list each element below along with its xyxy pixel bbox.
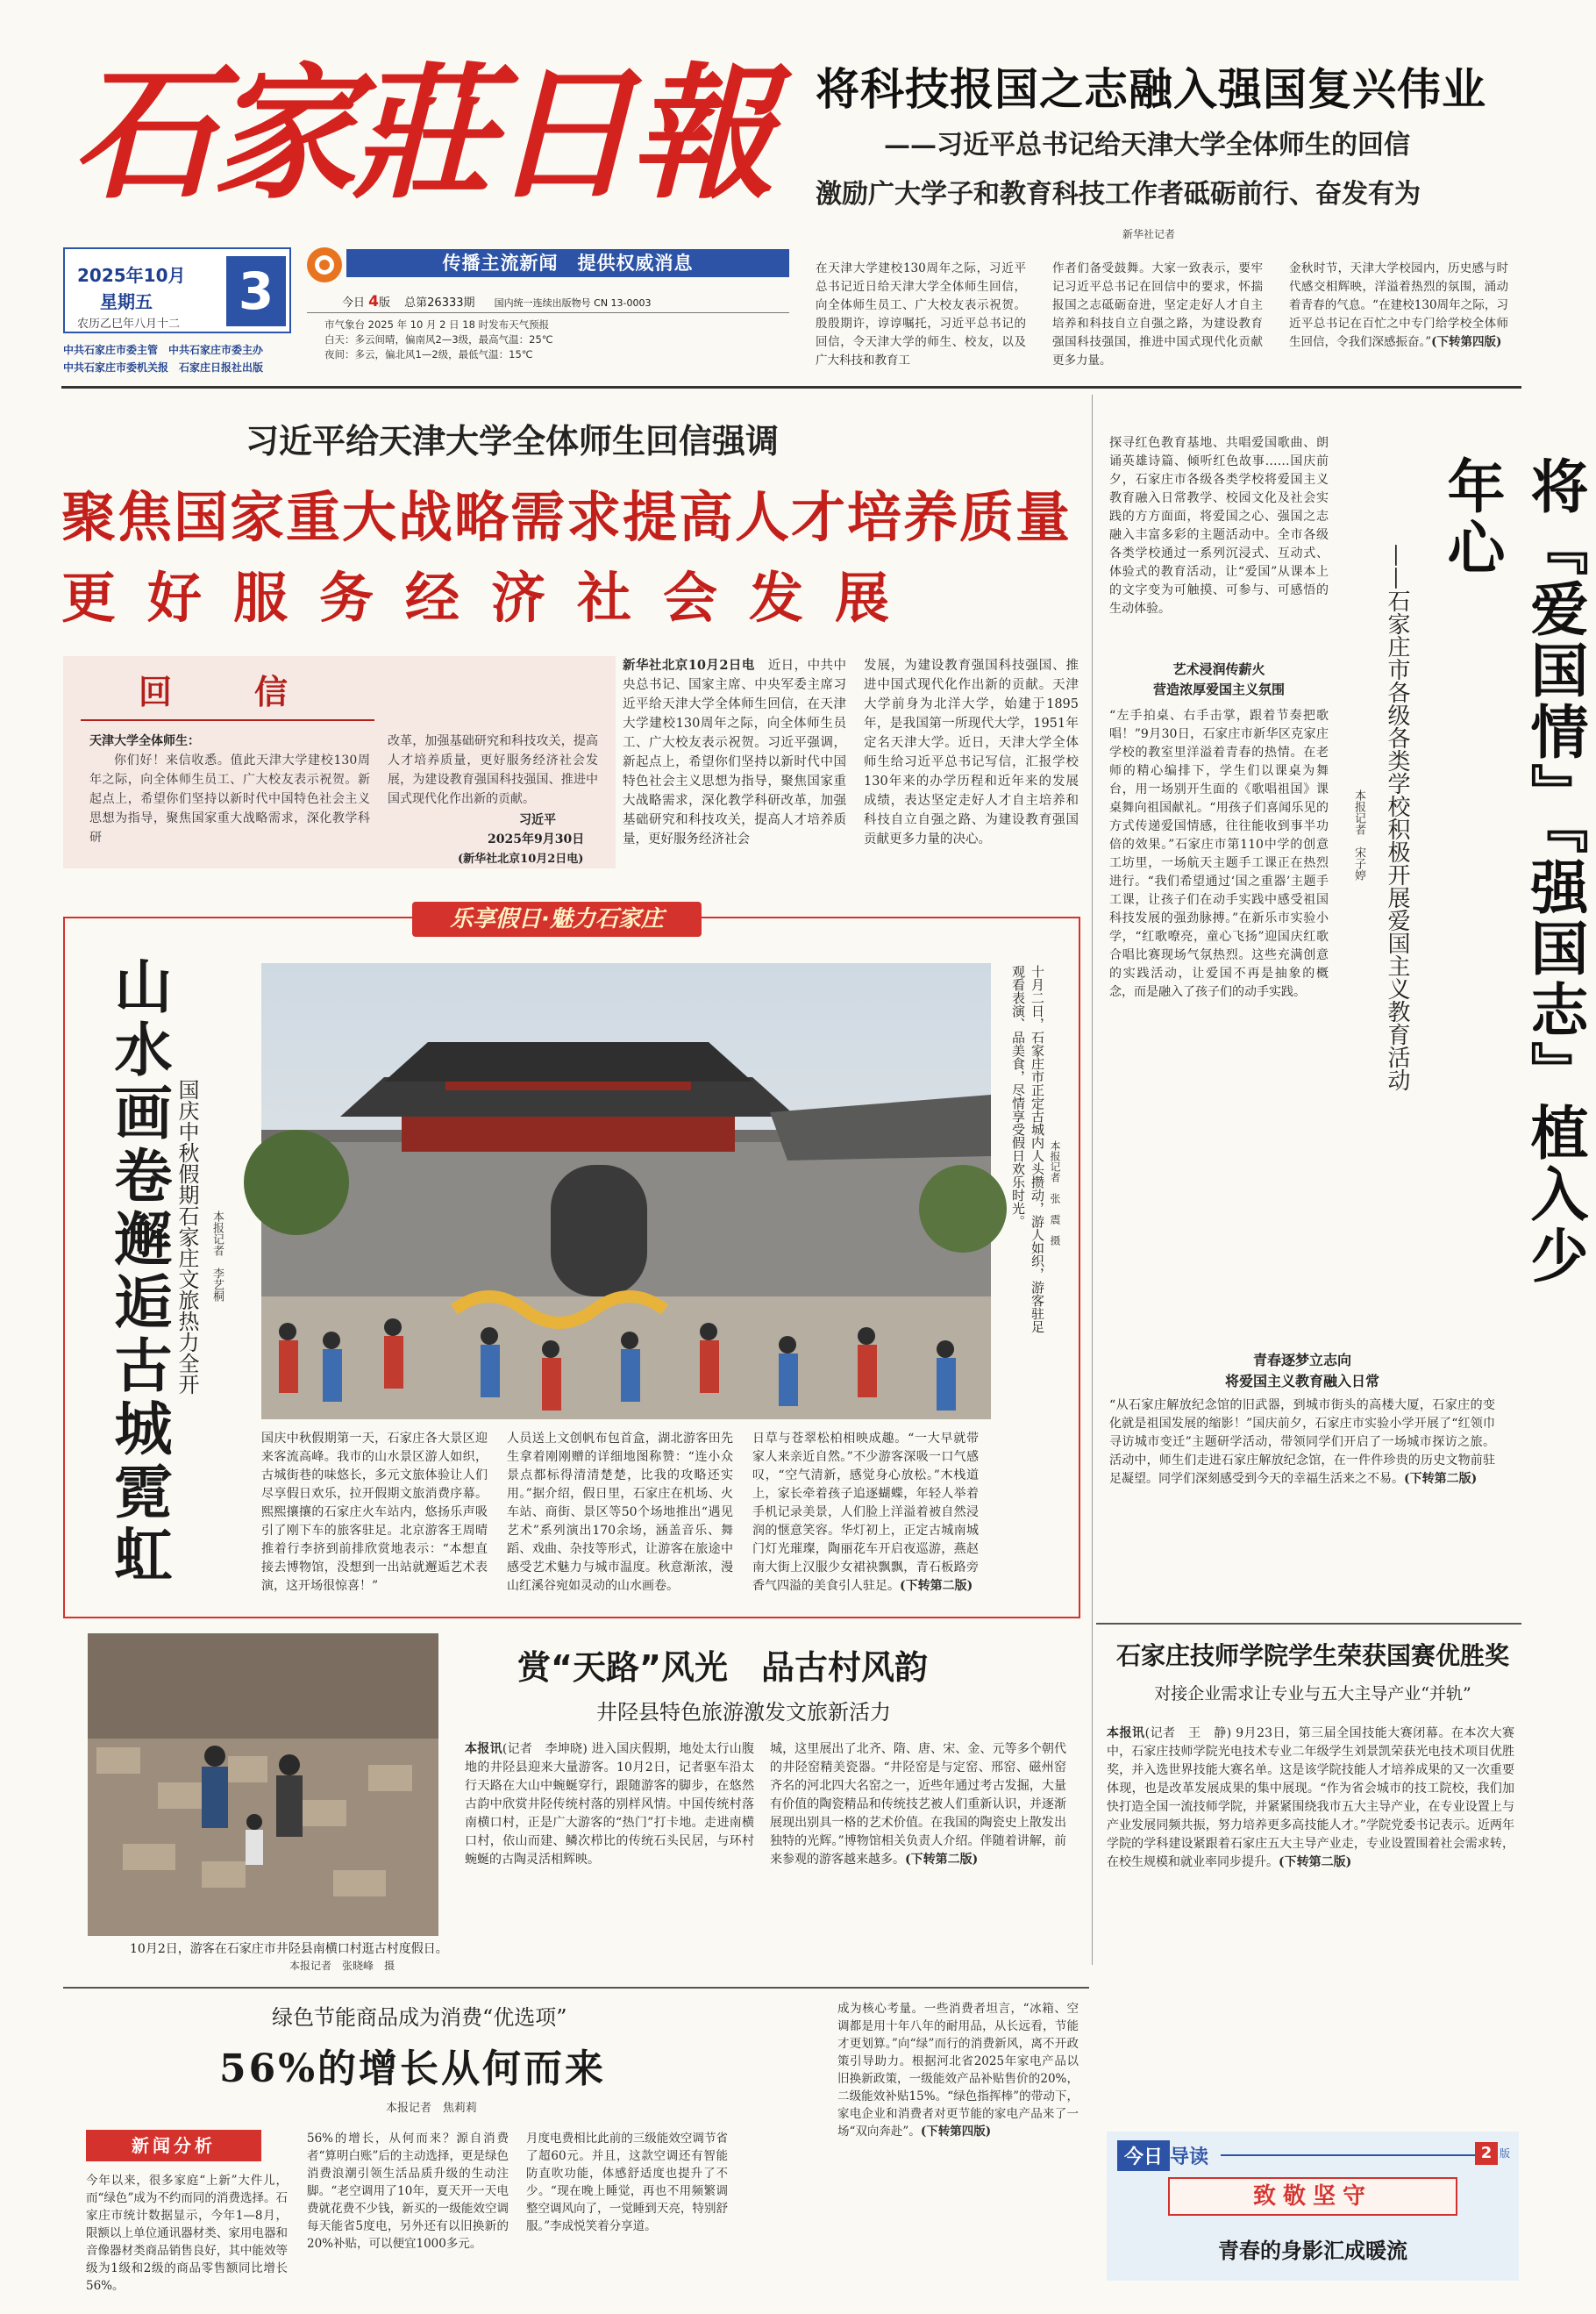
letter-title: 回 信: [138, 672, 312, 711]
main-kicker: 习近平给天津大学全体师生回信强调: [246, 421, 780, 461]
right-sec1-title-1: 艺术浸润传薪火: [1172, 661, 1265, 677]
guide-label: 导读: [1170, 2146, 1209, 2168]
date-year-month: 2025年10月: [77, 265, 186, 286]
award-body: 本报讯(记者 王 静) 9月23日，第三届全国技能大赛闭幕。在本次大赛中，石家庄技师学院光电技术专业二年级学生刘景凯荣获光电技术项目优胜奖，并入选世界技能大赛名单。这是该学院技能人才培养成果的又一次重要体现，也是改革发展成果的集中展现。“作为省会城市的技工院校，我们加快打造全国一流技师学院，并紧紧围绕我市五大主导产业，在专业设置上与产业发展同频共振，努力培养更多高技能人才。”学院党委书记表示。近两年学院的学科建设紧跟着石家庄五大主导产业走，专业设置围着社会需求转，在校生规模和就业率同步提升。(下转第二版): [1107, 1726, 1514, 1869]
main-article-col-2: 发展，为建设教育强国科技强国、推进中国式现代化作出新的贡献。天津大学前身为北洋大学，始建于1895年，是我国第一所现代大学，1951年定名天津大学。近日，天津大学全体师生给习近平总书记写信，汇报学校130年来的办学历程和近年来的发展成绩，表达坚定走好人才自主培养和科技自立自强之路、为建设教育强国贡献更多力量的决心。: [864, 659, 1079, 846]
holiday-byline: 本报记者 李艺桐: [210, 1211, 224, 1302]
issue-info: 今日 4版 总第26333期 国内统一连续出版物号 CN 13-0003: [342, 293, 652, 311]
lead-byline: 新华社记者: [1122, 228, 1176, 240]
newspaper-emblem-icon: [307, 247, 342, 282]
main-headline-1: 聚焦国家重大战略需求提高人才培养质量: [61, 485, 1072, 549]
sponsors-line1: 中共石家庄市委主管 中共石家庄市委主办: [63, 344, 264, 356]
letter-box: [63, 656, 616, 868]
letter-body-2: 改革，加强基础研究和科技攻关，提高人才培养质量，更好服务经济社会发展，为建设教育强国科技强国、推进中国式现代化作出新的贡献。: [388, 734, 598, 806]
holiday-photo-ancient-city: [261, 963, 991, 1419]
award-subhead: 对接企业需求让专业与五大主导产业“并轨”: [1154, 1684, 1471, 1703]
guide-article-title[interactable]: 青春的身影汇成暖流: [1218, 2239, 1407, 2263]
energy-col-3: 月度电费相比此前的三级能效空调节省了超60元。并且，这款空调还有智能防直吹功能，体感舒适度也提升了不少。“现在晚上睡觉，再也不用频繁调整空调风向了，一觉睡到天亮，特别舒服。”李成悦笑着分享道。: [526, 2132, 728, 2233]
weather-forecast: 市气象台 2025 年 10 月 2 日 18 时发布天气预报 白天：多云间晴，偏南风2—3级，最高气温：25℃ 夜间：多云，偏北风1—2级，最低气温：15℃: [324, 318, 553, 361]
village-col-2: 城，这里展出了北齐、隋、唐、宋、金、元等多个朝代的井陉窑精美瓷器。“井陉窑是与定窑、邢窑、磁州窑齐名的河北四大名窑之一，近些年通过考古发掘，大量有价值的陶瓷精品和传统技艺被人们重新认识，并逐渐展现出别具一格的艺术价值。在我国的陶瓷史上散发出独特的光辉。”博物馆相关负责人介绍。伴随着讲解，前来参观的游客越来越多。(下转第二版): [770, 1742, 1066, 1867]
energy-col-2: 56%的增长，从何而来？源自消费者“算明白账”后的主动选择，更是绿色消费浪潮引领生活品质升级的生动注脚。“老空调用了10年，夏天开一天电费就花费不少钱，新买的一级能效空调每天能省5度电，另外还有以旧换新的20%补贴，可以便宜1000多元。: [307, 2132, 509, 2251]
village-photo-credit: 本报记者 张晓峰 摄: [289, 1960, 395, 1972]
weekday: 星期五: [100, 291, 153, 312]
village-headline: 赏“天路”风光 品古村风韵: [517, 1648, 928, 1687]
lead-column-2: 作者们备受鼓舞。大家一致表示，要牢记习近平总书记在回信中的要求，怀揣报国之志砥砺奋进，坚定走好人才自主培养和科技自立自强之路，为建设教育强国科技强国，推进中国式现代化贡献更多力量。: [1052, 261, 1263, 368]
letter-date: 2025年9月30日: [488, 832, 585, 846]
village-photo: [88, 1633, 438, 1936]
holiday-banner: 乐享假日·魅力石家庄: [412, 902, 702, 937]
energy-col-4: 成为核心考量。一些消费者坦言，“冰箱、空调都是用十年八年的耐用品，从长远看，节能才更划算。”向“绿”而行的消费新风，离不开政策引导助力。根据河北省2025年家电产品以旧换新政策，一级能效产品补贴售价的20%，二级能效补贴15%。“绿色指挥棒”的带动下，家电企业和消费者对更节能的家电产品来了一场“双向奔赴”。(下转第四版): [837, 2002, 1079, 2139]
right-sec2-title-2: 将爱国主义教育融入日常: [1224, 1373, 1379, 1389]
news-analysis-tag: 新闻分析: [86, 2130, 261, 2161]
right-sec1-body: “左手拍桌、右手击掌，跟着节奏把歌唱！”9月30日，石家庄市新华区克家庄学校的教室里洋溢着青春的热情。在老师的精心编排下，学生们以课桌为舞台，用一场别开生面的《歌唱祖国》课桌舞向祖国献礼。“用孩子们喜闻乐见的方式传递爱国情感，往往能收到事半功倍的效果。”石家庄市第110中学的创意工坊里，一场航天主题手工课正在热烈进行。“我们希望通过‘国之重器’主题手工课，让孩子们在动手实践中感受祖国科技发展的强劲脉搏。”在新乐市实验小学，“红歌嘹亮，童心飞扬”迎国庆红歌合唱比赛现场气氛热烈。这些充满创意的实践活动，让爱国不再是抽象的概念，而是融入了孩子们的动手实践。: [1109, 709, 1329, 999]
holiday-col-2: 人员送上文创帆布包首盒，湖北游客田先生拿着刚刚赠的详细地图称赞：“连小众景点都标得清清楚楚，比我的攻略还实用。”据介绍，假日里，石家庄在机场、火车站、商街、景区等50个场地推出“遇见艺术”系列演出170余场，涵盖音乐、舞蹈、戏曲、杂技等形式，让游客在旅途中感受艺术魅力与城市温度。秋意渐浓，漫山红溪谷宛如灵动的山水画卷。: [507, 1432, 733, 1593]
lead-subhead-2: 激励广大学子和教育科技工作者砥砺前行、奋发有为: [816, 179, 1421, 210]
main-headline-2: 更好服务经济社会发展: [61, 566, 922, 630]
newspaper-logo: [61, 44, 780, 219]
today-guide-box[interactable]: [1107, 2132, 1519, 2281]
lunar-date: 农历乙巳年八月十二: [77, 318, 181, 331]
energy-kicker: 绿色节能商品成为消费“优选项”: [272, 2005, 567, 2030]
right-subhead: ——石家庄市各级各类学校积极开展爱国主义教育活动: [1384, 544, 1410, 1091]
guide-page-unit: 版: [1500, 2147, 1511, 2160]
sponsors-line2: 中共石家庄市委机关报 石家庄日报社出版: [63, 361, 264, 374]
letter-salutation: 天津大学全体师生：: [89, 734, 200, 748]
right-sec2-title-1: 青春逐梦立志向: [1252, 1352, 1351, 1368]
right-headline: 将『爱国情』『强国志』植入少年心: [1437, 456, 1588, 1287]
holiday-headline: 山水画卷邂逅古城霓虹: [104, 956, 172, 1588]
day-number: 3: [226, 256, 286, 326]
masthead: [61, 35, 789, 241]
award-headline: 石家庄技师学院学生荣获国赛优胜奖: [1115, 1641, 1509, 1670]
slogan-bar: 传播主流新闻 提供权威消息: [346, 249, 789, 277]
energy-col-1: 今年以来，很多家庭“上新”大件儿，而“绿色”成为不约而同的消费选择。石家庄市统计数据显示，今年1—8月，限额以上单位通讯器材类、家用电器和音像器材类商品销售良好，其中能效等级为1级和2级的商品零售额同比增长56%。: [86, 2174, 288, 2293]
letter-source: (新华社北京10月2日电): [458, 853, 584, 866]
holiday-photo-caption: 十月二日，石家庄市正定古城内人头攒动，游人如织，游客驻足观看表演、品美食，尽情享受假日欢乐时光。: [1010, 965, 1045, 1333]
holiday-col-1: 国庆中秋假期第一天，石家庄各大景区迎来客流高峰。我市的山水景区游人如织，古城街巷的味悠长，多元文旅体验让人们尽享假日欢乐，拉开假期文旅消费序幕。熙熙攘攘的石家庄火车站内，悠扬乐声吸引了刚下车的旅客驻足。北京游客王周晴推着行李挤到前排欣赏地表示：“本想直接去博物馆，没想到一出站就邂逅艺术表演，这开场很惊喜！”: [261, 1432, 488, 1593]
letter-body-1: 你们好！来信收悉。值此天津大学建校130周年之际，向全体师生员工、广大校友表示祝贺。新起点上，希望你们坚持以新时代中国特色社会主义思想为指导，聚焦国家重大战略需求，深化教学科研: [89, 753, 370, 845]
village-subhead: 井陉县特色旅游激发文旅新活力: [596, 1700, 891, 1725]
village-photo-caption: 10月2日，游客在石家庄市井陉县南横口村逛古村度假日。: [130, 1942, 448, 1956]
right-sec2-body: “从石家庄解放纪念馆的旧武器，到城市街头的高楼大厦，石家庄的变化就是祖国发展的缩影！”国庆前夕，石家庄市实验小学开展了“红领巾寻访城市变迁”主题研学活动，带领同学们开启了一场城市探访之旅。活动中，师生们走进石家庄解放纪念馆，在一件件珍贵的历史文物前驻足凝望。同学们深刻感受到今天的幸福生活来之不易。(下转第二版): [1109, 1398, 1495, 1486]
right-sec1-title-2: 营造浓厚爱国主义氛围: [1152, 682, 1285, 697]
right-intro: 探寻红色教育基地、共唱爱国歌曲、朗诵英雄诗篇、倾听红色故事……国庆前夕，石家庄市各级各类学校将爱国主义教育融入日常教学、校园文化及社会实践的方方面面，将爱国之心、强国之志融入丰富多彩的主题活动中。全市各级各类学校通过一系列沉浸式、互动式、体验式的教育活动，让“爱国”从课本上的文字变为可触摸、可参与、可感悟的生动体验。: [1109, 436, 1329, 616]
lead-column-3: 金秋时节，天津大学校园内，历史感与时代感交相辉映，洋溢着热烈的氛围，涌动着青春的气息。“在建校130周年之际，习近平总书记在百忙之中专门给学校全体师生回信，令我们深感振奋。”(下转第四版): [1289, 261, 1508, 349]
right-byline: 本报记者 宋子婷: [1352, 789, 1365, 881]
guide-label-today: 今日: [1117, 2140, 1170, 2171]
main-article-col-1: 新华社北京10月2日电 近日，中共中央总书记、国家主席、中央军委主席习近平给天津大学全体师生回信，在天津大学建校130周年之际，向全体师生员工、广大校友表示祝贺。习近平强调，新起点上，希望你们坚持以新时代中国特色社会主义思想为指导，聚焦国家重大战略需求，深化教学科研改革，加强基础研究和科技攻关，提高人才培养质量，更好服务经济社会: [623, 658, 846, 846]
holiday-photo-credit: 本报记者 张 震 摄: [1049, 1140, 1061, 1246]
holiday-subhead: 国庆中秋假期石家庄文旅热力全开: [175, 1079, 199, 1395]
village-col-1: 本报讯(记者 李坤晓) 进入国庆假期，地处太行山腹地的井陉县迎来大量游客。10月2日，记者驱车沿太行天路在大山中蜿蜒穿行，跟随游客的脚步，在悠然古韵中欣赏井陉传统村落的别样风情。中国传统村落南横口村，正是广大游客的“热门”打卡地。走进南横口村，依山而建、鳞次栉比的传统石头民居，与环村蜿蜒的古陶灵活相辉映。: [465, 1742, 755, 1867]
guide-banner: 致敬坚守: [1168, 2177, 1457, 2216]
lead-column-1: 在天津大学建校130周年之际，习近平总书记近日给天津大学全体师生回信，向全体师生员工、广大校友表示祝贺。殷殷期许，谆谆嘱托，习近平总书记的回信，令天津大学的师生、校友，以及广大科技和教育工: [816, 261, 1026, 368]
energy-headline: 56%的增长从何而来: [219, 2046, 607, 2091]
lead-headline: 将科技报国之志融入强国复兴伟业: [816, 64, 1486, 115]
date-box: [63, 247, 291, 333]
guide-page-number: 2: [1475, 2142, 1498, 2165]
letter-signature: 习近平: [519, 813, 556, 827]
energy-byline: 本报记者 焦莉莉: [386, 2102, 478, 2115]
lead-subhead-1: ——习近平总书记给天津大学全体师生的回信: [884, 130, 1410, 161]
holiday-col-3: 日草与苍翠松柏相映成趣。“一大早就带家人来亲近自然。”不少游客深吸一口气感叹，“空气清新，感觉身心放松。”木栈道上，家长牵着孩子追逐蝴蝶，年轻人举着手机记录美景，人们脸上洋溢着被自然浸润的惬意笑容。华灯初上，正定古城南城门灯光璀璨，陶丽花车开启夜巡游，燕赵南大街上汉服少女裙袂飘飘，青石板路旁香气四溢的美食引人驻足。(下转第二版): [752, 1432, 979, 1593]
logo-text: 石家莊日報: [72, 48, 770, 218]
